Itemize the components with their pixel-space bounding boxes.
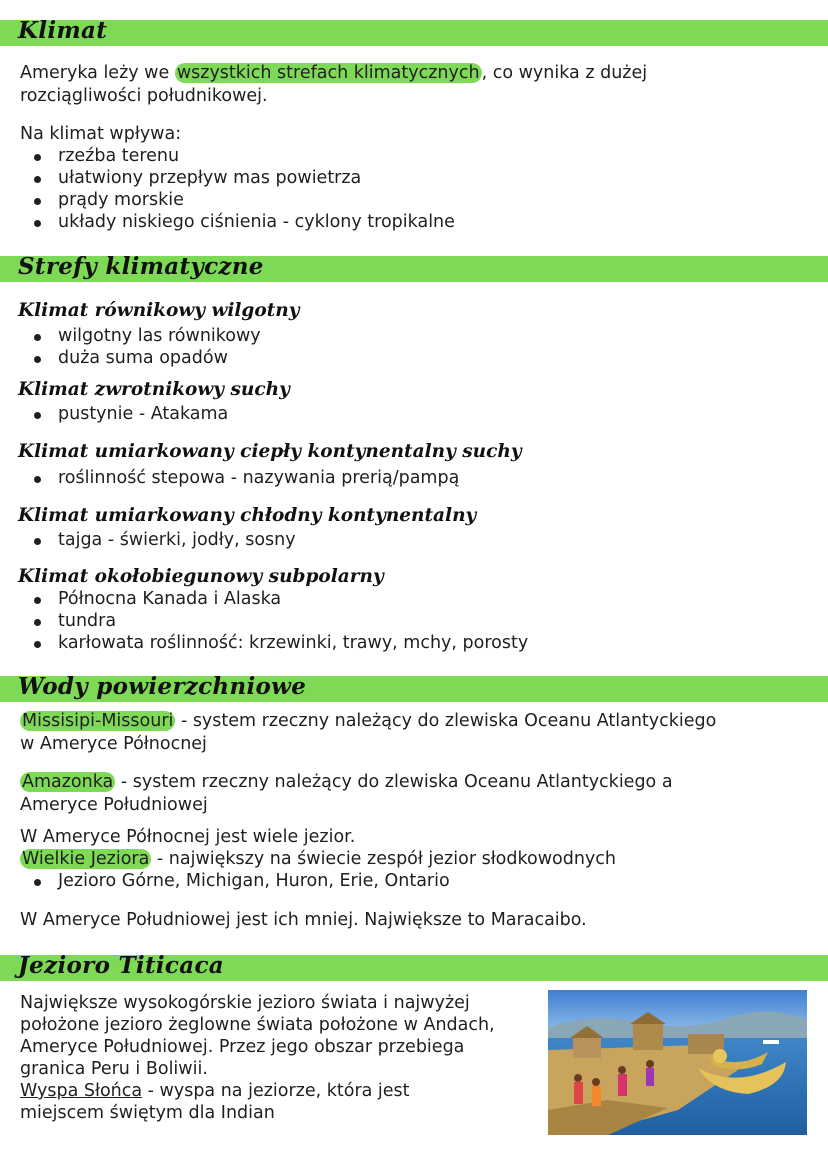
zone-heading: Klimat umiarkowany chłodny kontynentalny [18, 505, 477, 526]
missisipi-line2: w Ameryce Północnej [20, 734, 207, 754]
factors-title: Na klimat wpływa: [20, 124, 182, 144]
section-bar-strefy [0, 253, 828, 282]
section-title: Klimat [18, 17, 108, 44]
list-item: prądy morskie [38, 189, 184, 211]
zone-heading: Klimat równikowy wilgotny [18, 300, 300, 321]
klimat-intro-line2: rozciągliwości południkowej. [20, 86, 268, 106]
highlight: Amazonka [22, 772, 114, 792]
titicaca-line: położone jezioro żeglowne świata położone w Andach, [20, 1015, 495, 1035]
list-item: karłowata roślinność: krzewinki, trawy, mchy, porosty [38, 632, 528, 654]
klimat-intro: Ameryka leży we wszystkich strefach klimatycznych , co wynika z dużej [20, 63, 648, 83]
list-item: wilgotny las równikowy [38, 325, 261, 347]
zone-heading: Klimat zwrotnikowy suchy [18, 379, 290, 400]
section-bar-wody [0, 673, 828, 702]
titicaca-photo [548, 990, 807, 1135]
wielkie-line: Wielkie Jeziora - największy na świecie zespół jezior słodkowodnych [22, 849, 616, 869]
section-bar-klimat [0, 17, 828, 46]
section-bar-titicaca [0, 952, 828, 981]
south-lakes: W Ameryce Południowej jest ich mniej. Największe to Maracaibo. [20, 910, 587, 930]
list-item: ułatwiony przepływ mas powietrza [38, 167, 361, 189]
section-title: Jezioro Titicaca [18, 952, 224, 979]
titicaca-line: Ameryce Południowej. Przez jego obszar przebiega [20, 1037, 465, 1057]
section-title: Strefy klimatyczne [18, 253, 264, 280]
list-item: Jezioro Górne, Michigan, Huron, Erie, Ontario [38, 870, 450, 892]
zone-heading: Klimat umiarkowany ciepły kontynentalny suchy [18, 441, 522, 462]
list-item: tajga - świerki, jodły, sosny [38, 529, 296, 551]
highlight: Missisipi-Missouri [22, 711, 174, 731]
list-item: rzeźba terenu [38, 145, 179, 167]
highlight: Wielkie Jeziora [22, 849, 150, 869]
underlined-term: Wyspa Słońca [20, 1081, 143, 1101]
wyspa-line: Wyspa Słońca - wyspa na jeziorze, która jest [20, 1081, 410, 1101]
list-item: układy niskiego ciśnienia - cyklony tropikalne [38, 211, 455, 233]
list-item: duża suma opadów [38, 347, 228, 369]
titicaca-photo-image [548, 990, 807, 1135]
lakes-intro: W Ameryce Północnej jest wiele jezior. [20, 827, 356, 847]
missisipi-line: Missisipi-Missouri - system rzeczny należący do zlewiska Oceanu Atlantyckiego [22, 711, 717, 731]
list-item: pustynie - Atakama [38, 403, 228, 425]
highlight: wszystkich strefach klimatycznych [176, 63, 480, 83]
titicaca-line: Największe wysokogórskie jezioro świata i najwyżej [20, 993, 470, 1013]
amazonka-line: Amazonka - system rzeczny należący do zlewiska Oceanu Atlantyckiego a [22, 772, 673, 792]
amazonka-line2: Ameryce Południowej [20, 795, 208, 815]
wyspa-line2: miejscem świętym dla Indian [20, 1103, 275, 1123]
list-item: Północna Kanada i Alaska [38, 588, 281, 610]
zone-heading: Klimat okołobiegunowy subpolarny [18, 566, 384, 587]
list-item: roślinność stepowa - nazywania prerią/pampą [38, 467, 459, 489]
titicaca-line: granica Peru i Boliwii. [20, 1059, 208, 1079]
list-item: tundra [38, 610, 116, 632]
section-title: Wody powierzchniowe [18, 673, 307, 700]
